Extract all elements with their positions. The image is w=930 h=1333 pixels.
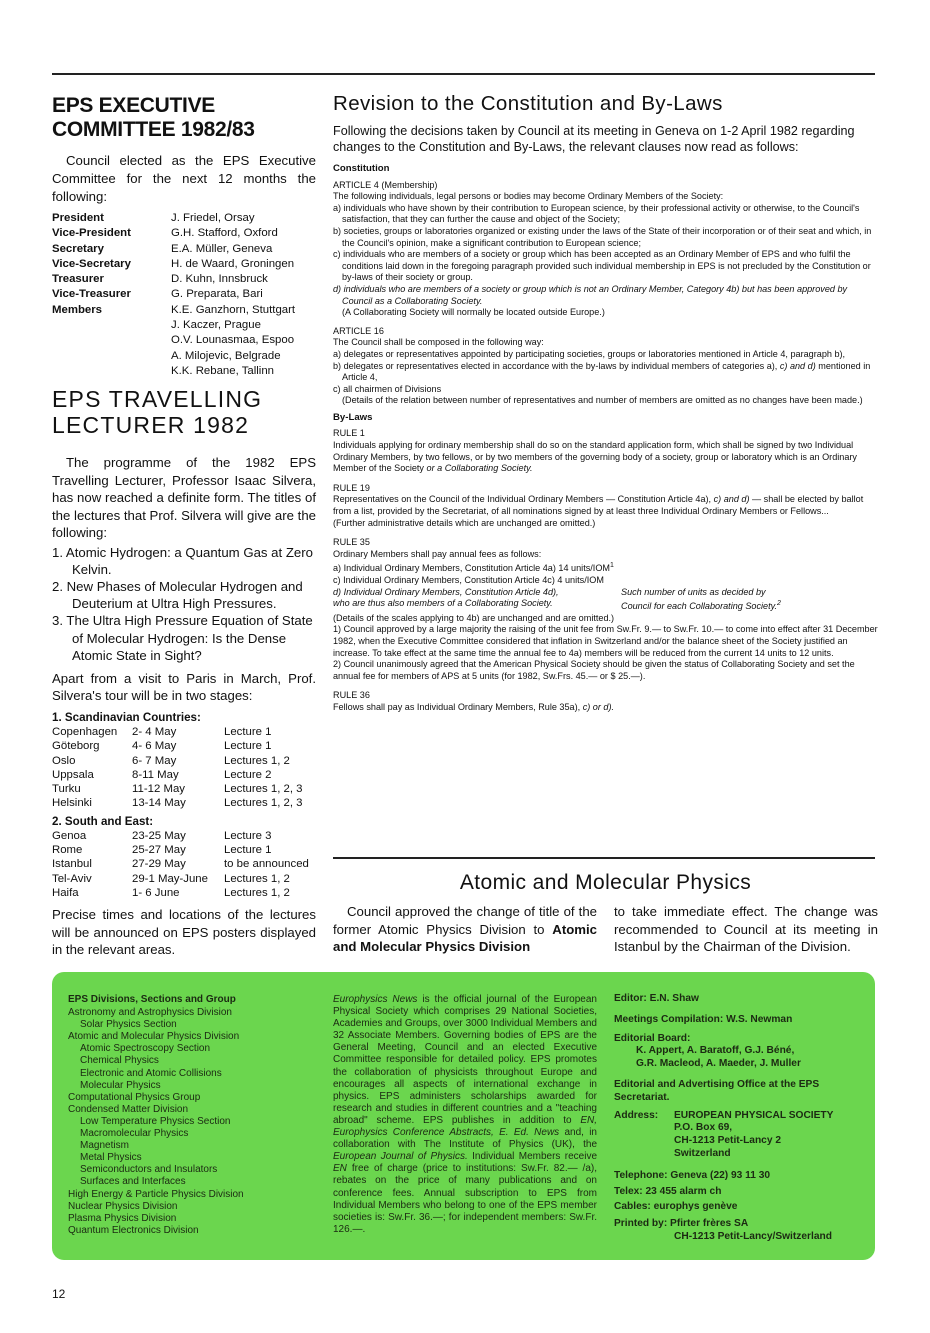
editorial-board-2: G.R. Macleod, A. Maeder, J. Muller <box>636 1058 801 1070</box>
lecture-list <box>52 544 316 664</box>
committee-member: J. Friedel, Orsay <box>171 212 255 224</box>
article16-note: (Details of the relation between number of representatives and number of members are omitted as no changes have been made.) <box>342 395 863 406</box>
rule36-text: Fellows shall pay as Individual Ordinary Members, Rule 35a), c) or d). <box>333 702 615 712</box>
rule19-note: (Further administrative details which are unchanged are omitted.) <box>333 517 596 528</box>
stage2-title: 2. South and East: <box>52 814 154 828</box>
telephone: Telephone: Geneva (22) 93 11 30 <box>614 1169 771 1181</box>
stage1-title: 1. Scandinavian Countries: <box>52 710 201 724</box>
committee-row <box>52 364 295 379</box>
schedule-city: Göteborg <box>52 740 100 753</box>
committee-row <box>52 211 295 226</box>
schedule-dates: 23-25 May <box>132 829 186 842</box>
travelling-section <box>52 386 316 959</box>
committee-role <box>52 349 171 364</box>
schedule-row <box>52 886 309 900</box>
editorial-office: Editorial and Advertising Office at the EPS Secretariat. <box>614 1078 820 1103</box>
schedule-row <box>52 796 303 810</box>
atomic-rule <box>333 857 875 859</box>
rule35-footnote-2: 2) Council unanimously agreed that the American Physical Society should be given the status of Collaborating Society and set the annual fee for members of APS at 5 units (for 1982, Sw.Frs. 45.— or $ 25.—). <box>333 659 855 681</box>
schedule-city: Rome <box>52 844 83 856</box>
schedule-lecture: Lecture 1 <box>224 725 272 738</box>
rule1-text: Individuals applying for ordinary membership shall do so on the standard application form, which shall be signed by two Individual Ordinary Members, by two fellows, or by two members of the governing body of a society, group or laboratory which is an Ordinary Member of the Society or a Collaborating Society. <box>333 440 857 474</box>
executive-intro: Council elected as the EPS Executive Committee for the next 12 months the following: <box>52 153 316 204</box>
section-item: Semiconductors and Insulators <box>80 1164 218 1176</box>
schedule-lecture: to be announced <box>224 858 309 871</box>
article4-lead: The following individuals, legal persons or bodies may become Ordinary Members of the Society: <box>333 191 724 202</box>
top-rule <box>52 73 875 75</box>
about-text: Europhysics News is the official journal of the European Physical Society which comprises 29 National Societies, Academies and Groups, over 3000 Individual Members and 32 Associate Members. Governing bodies of EPS are the General Meeting, Council and an elected Executive Committee responsible for detailed policy. EPS promotes the collaboration of physicists throughout Europe and encourages all aspects of international exchange in physics. EPS administers scholarships awarded for research and studies in different countries and a "teaching abroad" scheme. EPS publishes in addition to EN, Europhysics Conference Abstracts, E. Ed. News and, in collaboration with The Institute of Physics (UK), the European Journal of Physics. Individual Members receive EN free of charge (price to institutions: Sw.Fr. 82.— /a), rebates on the price of many publications and on conference fees. Annual subscription to EPS from Individual Members who belong to one of the EPS member societies is: Sw.Fr. 36.—; for independent members: Sw.Fr. 126.—. <box>333 994 598 1235</box>
schedule-city: Genoa <box>52 829 87 842</box>
article4-title: ARTICLE 4 (Membership) <box>333 179 438 190</box>
section-item: Low Temperature Physics Section <box>80 1115 231 1127</box>
schedule-city: Tel-Aviv <box>52 872 92 885</box>
schedule-city: Haifa <box>52 886 79 899</box>
schedule-dates: 29-1 May-June <box>132 872 208 885</box>
division-item: Computational Physics Group <box>68 1091 201 1103</box>
address: Address: EUROPEAN PHYSICAL SOCIETY P.O. Box 69, CH-1213 Petit-Lancy 2 Switzerland <box>614 1109 834 1159</box>
committee-member: A. Milojevic, Belgrade <box>171 349 281 362</box>
rule35-title: RULE 35 <box>333 537 370 548</box>
article4-b: b) societies, groups or laboratories organized or existing under the laws of the State of their incorporation or of their seat and which, in the Council's opinion, make a significant contribution to European science; <box>333 225 872 248</box>
schedule-city: Uppsala <box>52 768 94 781</box>
schedule-lecture: Lectures 1, 2 <box>224 754 290 767</box>
committee-row <box>52 318 295 333</box>
executive-heading: EPS EXECUTIVE COMMITTEE 1982/83 <box>52 94 255 141</box>
committee-row <box>52 257 295 272</box>
revision-section <box>333 92 878 714</box>
section-item: Magnetism <box>80 1140 129 1152</box>
page-number: 12 <box>52 1287 66 1301</box>
committee-member: J. Kaczer, Prague <box>171 319 261 332</box>
article4-a: a) individuals who have shown by their contribution to European science, by their professional activity or otherwise, to the Council's satisfaction, that they can further the cause and object of the Society; <box>333 202 860 225</box>
section-item: Electronic and Atomic Collisions <box>80 1067 222 1079</box>
committee-row <box>52 242 295 257</box>
schedule-row <box>52 768 303 782</box>
executive-section <box>52 94 316 379</box>
schedule-lecture: Lectures 1, 2, 3 <box>224 797 303 810</box>
rule35-a: a) Individual Ordinary Members, Constitution Article 4a) 14 units/IOM$^1$ <box>333 562 614 574</box>
schedule-row <box>52 725 303 739</box>
committee-member: G. Preparata, Bari <box>171 288 263 301</box>
stage1-table <box>52 725 303 811</box>
committee-role: Secretary <box>52 242 104 255</box>
schedule-lecture: Lectures 1, 2 <box>224 872 290 885</box>
committee-member: K.K. Rebane, Tallinn <box>171 364 275 377</box>
committee-role: Vice-President <box>52 227 131 240</box>
schedule-lecture: Lecture 1 <box>224 740 272 753</box>
masthead <box>614 993 864 1244</box>
schedule-lecture: Lecture 1 <box>224 844 272 856</box>
committee-member: H. de Waard, Groningen <box>171 257 295 270</box>
schedule-city: Istanbul <box>52 858 92 871</box>
schedule-dates: 8-11 May <box>132 768 179 781</box>
constitution-text <box>333 163 878 714</box>
rule35-c: c) Individual Ordinary Members, Constitution Article 4c) 4 units/IOM <box>333 575 604 586</box>
article4-c: c) individuals who are members of a society or group which has been accepted as an Ordinary Member of EPS and who fulfil the conditions laid down in the foregoing paragraph provided such individual membership in EPS is not precluded by the Constitution or by-laws of their society or group. <box>333 249 871 283</box>
division-item: Astronomy and Astrophysics Division <box>68 1007 232 1019</box>
schedule-row <box>52 829 309 843</box>
lecture-item: 3. The Ultra High Pressure Equation of State of Molecular Hydrogen: Is the Dense Atomic State in Sight? <box>52 613 313 663</box>
schedule-row <box>52 843 309 857</box>
committee-row <box>52 333 295 348</box>
article16-lead: The Council shall be composed in the following way: <box>333 337 544 348</box>
section-item: Molecular Physics <box>80 1079 161 1091</box>
revision-heading: Revision to the Constitution and By-Laws <box>333 92 723 115</box>
rule35-note: (Details of the scales applying to 4b) are unchanged and are omitted.) <box>333 612 615 623</box>
committee-role <box>52 333 171 348</box>
lecture-item: 1. Atomic Hydrogen: a Quantum Gas at Zero Kelvin. <box>52 544 313 577</box>
schedule-city: Copenhagen <box>52 725 118 738</box>
schedule-city: Oslo <box>52 754 76 767</box>
atomic-section <box>333 871 878 956</box>
division-item: Nuclear Physics Division <box>68 1200 178 1212</box>
schedule-dates: 6- 7 May <box>132 754 177 767</box>
article16-b: b) delegates or representatives elected in accordance with the by-laws by individual members of categories a), c) and d) mentioned in Article 4, <box>333 360 871 383</box>
telex: Telex: 23 455 alarm ch <box>614 1185 722 1197</box>
bylaws-label: By-Laws <box>333 411 373 423</box>
atomic-col2: to take immediate effect. The change was recommended to Council at its meeting in Istanbul by the Chairman of the Division. <box>614 904 878 954</box>
travelling-closing: Precise times and locations of the lectures will be announced on EPS posters displayed in the relevant areas. <box>52 907 316 958</box>
meetings-compilation: Meetings Compilation: W.S. Newman <box>614 1013 793 1025</box>
rule35-lead: Ordinary Members shall pay annual fees as follows: <box>333 548 542 559</box>
revision-intro: Following the decisions taken by Council at its meeting in Geneva on 1-2 April 1982 regarding changes to the Constitution and By-Laws, the relevant clauses now read as follows: <box>333 124 855 154</box>
division-item: Plasma Physics Division <box>68 1212 177 1224</box>
stage2-table <box>52 829 309 900</box>
schedule-lecture: Lecture 2 <box>224 768 272 781</box>
section-item: Chemical Physics <box>80 1055 159 1067</box>
committee-member: D. Kuhn, Innsbruck <box>171 273 268 286</box>
division-item: Quantum Electronics Division <box>68 1224 199 1236</box>
article16-c: c) all chairmen of Divisions <box>333 383 442 394</box>
atomic-heading: Atomic and Molecular Physics <box>459 871 752 894</box>
schedule-dates: 2- 4 May <box>132 725 177 738</box>
schedule-lecture: Lecture 3 <box>224 829 272 842</box>
committee-row <box>52 349 295 364</box>
cables: Cables: europhys genève <box>614 1201 738 1213</box>
schedule-dates: 25-27 May <box>132 844 186 856</box>
committee-role: Members <box>52 303 103 316</box>
schedule-city: Helsinki <box>52 797 92 810</box>
schedule-dates: 4- 6 May <box>132 740 177 753</box>
committee-role <box>52 318 171 333</box>
schedule-city: Turku <box>52 783 81 796</box>
article4-d: d) individuals who are members of a society or group which is not an Ordinary Member, Category 4b) but has been approved by Council as a Collaborating Society. <box>333 283 848 306</box>
article16-title: ARTICLE 16 <box>333 325 384 336</box>
section-item: Macromolecular Physics <box>80 1128 189 1140</box>
article16-a: a) delegates or representatives appointed by participating societies, groups or laboratories mentioned in Article 4, paragraph b), <box>333 348 846 359</box>
committee-row <box>52 287 295 302</box>
rule19-title: RULE 19 <box>333 482 370 493</box>
schedule-lecture: Lectures 1, 2 <box>224 886 290 899</box>
division-item: Condensed Matter Division <box>68 1103 189 1115</box>
section-item: Metal Physics <box>80 1152 142 1164</box>
rule35-d: d) Individual Ordinary Members, Constitution Article 4d), who are thus also members of a Collaborating Society. Such number of units as decided by Council for each Collaborating Society.$^2$ <box>333 586 781 612</box>
footer-box <box>52 972 875 1260</box>
editor: Editor: E.N. Shaw <box>614 993 699 1004</box>
rule36-title: RULE 36 <box>333 690 370 701</box>
committee-row <box>52 272 295 287</box>
schedule-dates: 13-14 May <box>132 797 186 810</box>
committee-role: Vice-Secretary <box>52 257 131 270</box>
lecture-item: 2. New Phases of Molecular Hydrogen and Deuterium at Ultra High Pressures. <box>52 578 303 612</box>
committee-role <box>52 364 171 379</box>
committee-role: Treasurer <box>52 273 104 286</box>
tour-intro: Apart from a visit to Paris in March, Prof. Silvera's tour will be in two stages: <box>52 670 316 704</box>
constitution-label: Constitution <box>333 163 390 174</box>
editorial-board-1: K. Appert, A. Baratoff, G.J. Béné, <box>636 1045 795 1057</box>
division-item: High Energy & Particle Physics Division <box>68 1188 244 1200</box>
committee-row <box>52 226 295 241</box>
committee-member: O.V. Lounasmaa, Espoo <box>171 334 295 347</box>
schedule-row <box>52 782 303 796</box>
committee-member: G.H. Stafford, Oxford <box>171 227 278 240</box>
schedule-dates: 1- 6 June <box>132 886 180 899</box>
schedule-dates: 11-12 May <box>132 783 185 796</box>
committee-member: E.A. Müller, Geneva <box>171 242 273 255</box>
committee-table <box>52 211 295 379</box>
travelling-heading: EPS TRAVELLING LECTURER 1982 <box>52 386 263 438</box>
schedule-lecture: Lectures 1, 2, 3 <box>224 783 303 796</box>
rule35-footnote-1: 1) Council approved by a large majority the raising of the unit fee from Sw.Fr. 9.— to Sw.Fr. 10.— to come into effect after 31 December 1982, when the Executive Committee considered that inflation in Switzerland and/or the balance sheet of the Society justified an increase. To take effect at the same time the annual fee to 4a) members will be reduced from the current 14 units to 12 units. <box>333 624 878 658</box>
committee-member: K.E. Ganzhorn, Stuttgart <box>171 303 296 316</box>
atomic-col1: Council approved the change of title of the former Atomic Physics Division to Atomic and Molecular Physics Division <box>333 904 597 954</box>
schedule-row <box>52 857 309 871</box>
division-item: Atomic and Molecular Physics Division <box>68 1031 240 1043</box>
schedule-row <box>52 754 303 768</box>
section-item: Atomic Spectroscopy Section <box>80 1043 211 1055</box>
printed-by-address: CH-1213 Petit-Lancy/Switzerland <box>674 1230 832 1242</box>
schedule-row <box>52 872 309 886</box>
committee-row <box>52 303 295 318</box>
editorial-board-label: Editorial Board: <box>614 1032 691 1044</box>
section-item: Solar Physics Section <box>80 1019 177 1031</box>
rule19-text: Representatives on the Council of the Individual Ordinary Members — Constitution Article 4a), c) and d) — shall be elected by ballot from a list, provided by the Secretariat, of all nominations signed by at least three Individual Ordinary Members or Fellows... <box>333 494 864 517</box>
printed-by: Printed by: Pfirter frères SA <box>614 1218 749 1230</box>
committee-role: Vice-Treasurer <box>52 288 131 301</box>
committee-role: President <box>52 212 104 224</box>
schedule-dates: 27-29 May <box>132 858 186 871</box>
rule1-title: RULE 1 <box>333 428 365 439</box>
article4-note: (A Collaborating Society will normally be located outside Europe.) <box>342 307 605 318</box>
divisions-title: EPS Divisions, Sections and Group <box>68 994 236 1005</box>
section-item: Surfaces and Interfaces <box>80 1176 186 1188</box>
schedule-row <box>52 739 303 753</box>
divisions-list <box>68 994 318 1237</box>
travelling-intro: The programme of the 1982 EPS Travelling Lecturer, Professor Isaac Silvera, has now reached a definite form. The titles of the lectures that Prof. Silvera will give are the following: <box>52 455 316 540</box>
